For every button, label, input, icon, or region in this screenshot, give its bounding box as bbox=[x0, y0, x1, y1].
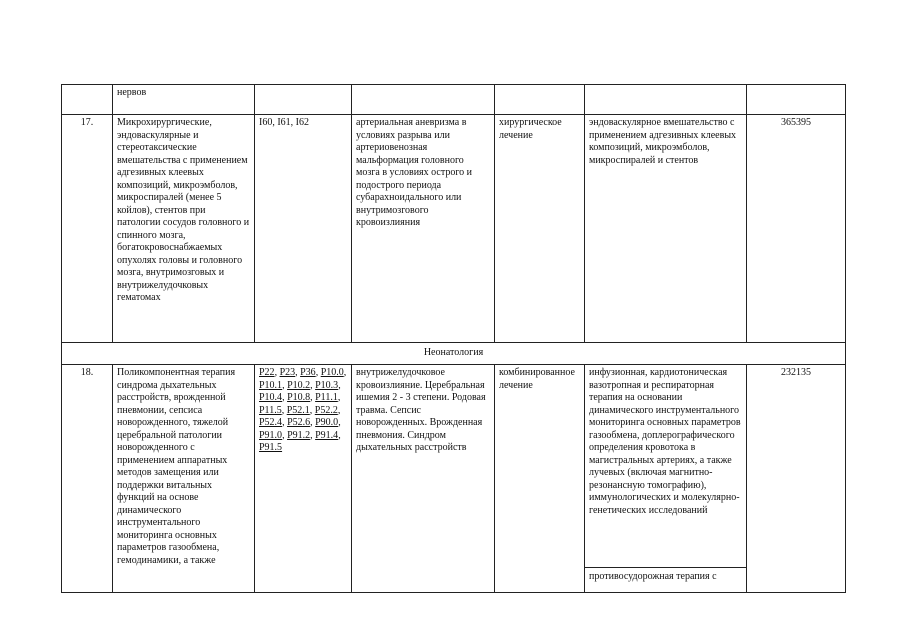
icd-code-item: P10.2, bbox=[287, 379, 313, 391]
icd-code-link[interactable]: P11.5 bbox=[259, 404, 282, 416]
icd-code-item bbox=[259, 442, 282, 453]
table-row bbox=[62, 115, 846, 343]
icd-codes bbox=[255, 85, 352, 115]
treatment-method bbox=[585, 365, 747, 593]
icd-code-item: P90.0, bbox=[315, 417, 341, 428]
icd-code-link[interactable]: P91.4 bbox=[315, 429, 339, 441]
icd-code-item: P11.1, bbox=[315, 392, 341, 403]
icd-code-item: P23, bbox=[279, 367, 298, 378]
icd-code-link[interactable]: P10.1 bbox=[259, 379, 283, 391]
medical-care-table bbox=[61, 84, 846, 593]
row-number bbox=[62, 85, 113, 115]
icd-code-item: P91.2, bbox=[287, 429, 313, 441]
row-number: 18. bbox=[62, 365, 113, 593]
care-name: нервов bbox=[113, 85, 255, 115]
icd-code-item: P91.0, bbox=[259, 429, 285, 441]
cost: 365395 bbox=[747, 115, 846, 343]
patient-model: артериальная аневризма в условиях разрыва или артериовенозная мальформация головного мозга в условиях острого и подострого периода субарахноидального или внутримозгового кровоизлияния bbox=[352, 115, 495, 343]
treatment-method: эндоваскулярное вмешательство с применением адгезивных клеевых композиций, микроэмболов, микроспиралей и стентов bbox=[585, 115, 747, 343]
icd-code-link[interactable]: P10.0 bbox=[320, 367, 344, 378]
icd-code-link[interactable]: P10.4 bbox=[259, 392, 283, 403]
care-name: Микрохирургические, эндоваскулярные и стереотаксические вмешательства с применением адгезивных клеевых композиций, микроэмболов, микроспиралей (менее 5 койлов), стентов при патологии сосудов головного и спинного мозга, богатокровоснабжаемых опухолях головы и головного мозга, внутримозговых и внутрижелудочковых гематомах bbox=[113, 115, 255, 343]
treatment-method-secondary: противосудорожная терапия с bbox=[589, 571, 717, 582]
icd-code-item: P22, bbox=[259, 367, 278, 378]
icd-code-item: P10.1, bbox=[259, 379, 285, 391]
icd-code-item: P52.4, bbox=[259, 417, 285, 428]
icd-code-item: P52.2, bbox=[314, 404, 341, 416]
icd-code-item: P10.8, bbox=[287, 392, 313, 403]
patient-model bbox=[352, 85, 495, 115]
treatment-type: хирургическое лечение bbox=[495, 115, 585, 343]
treatment-type: комбинированное лечение bbox=[495, 365, 585, 593]
icd-code-link[interactable]: P91.5 bbox=[259, 442, 283, 453]
cost bbox=[747, 85, 846, 115]
icd-code-link[interactable]: P91.2 bbox=[287, 429, 311, 441]
icd-code-link[interactable]: P22 bbox=[259, 367, 275, 378]
icd-code-link[interactable]: P52.6 bbox=[287, 417, 311, 428]
icd-code-link[interactable]: P23 bbox=[279, 367, 296, 378]
icd-code-item: P36, bbox=[300, 367, 319, 378]
section-title: Неонатология bbox=[62, 343, 846, 365]
icd-codes: I60, I61, I62 bbox=[255, 115, 352, 343]
icd-code-link[interactable]: P52.2 bbox=[314, 404, 338, 416]
care-name: Поликомпонентная терапия синдрома дыхательных расстройств, врожденной пневмонии, сепсиса новорожденного, тяжелой церебральной патологии новорожденного с применением аппаратных методов замещения или поддержки витальных функций на основе динамического инструментального мониторинга основных параметров газообмена, гемодинамики, а также bbox=[113, 365, 255, 593]
icd-code-link[interactable]: P11.1 bbox=[315, 392, 338, 403]
icd-code-link[interactable]: P52.4 bbox=[259, 417, 283, 428]
treatment-type bbox=[495, 85, 585, 115]
icd-code-link[interactable]: P90.0 bbox=[315, 417, 339, 428]
icd-code-link[interactable]: P91.0 bbox=[259, 429, 283, 441]
icd-code-item: P10.0, bbox=[320, 367, 347, 378]
icd-code-link[interactable]: P52.1 bbox=[286, 404, 310, 416]
icd-code-item: P10.3, bbox=[315, 379, 341, 391]
icd-code-item: P11.5, bbox=[259, 404, 285, 416]
row-number: 17. bbox=[62, 115, 113, 343]
cost: 232135 bbox=[747, 365, 846, 593]
icd-codes bbox=[255, 365, 352, 593]
treatment-method-primary: инфузионная, кардиотоническая вазотропная и респираторная терапия на основании динамического инструментального мониторинга основных параметров газообмена, доплерографического определения кровотока в магистральных артериях, а также лучевых (включая магнитно-резонансную томографию), иммунологических и молекулярно-генетических исследований bbox=[585, 365, 746, 568]
section-row bbox=[62, 343, 846, 365]
icd-code-item: P52.6, bbox=[287, 417, 313, 428]
icd-code-link[interactable]: P10.3 bbox=[315, 379, 339, 391]
icd-code-link[interactable]: P10.2 bbox=[287, 379, 311, 391]
patient-model: внутрижелудочковое кровоизлияние. Церебральная ишемия 2 - 3 степени. Родовая травма. Сепсис новорожденных. Врожденная пневмония. Синдром дыхательных расстройств bbox=[352, 365, 495, 593]
icd-code-link[interactable]: P36 bbox=[300, 367, 316, 378]
icd-code-item: P91.4, bbox=[315, 429, 341, 441]
table-row bbox=[62, 85, 846, 115]
table-row bbox=[62, 365, 846, 593]
icd-code-item: P10.4, bbox=[259, 392, 285, 403]
treatment-method bbox=[585, 85, 747, 115]
icd-code-item: P52.1, bbox=[286, 404, 313, 416]
icd-code-link[interactable]: P10.8 bbox=[287, 392, 311, 403]
